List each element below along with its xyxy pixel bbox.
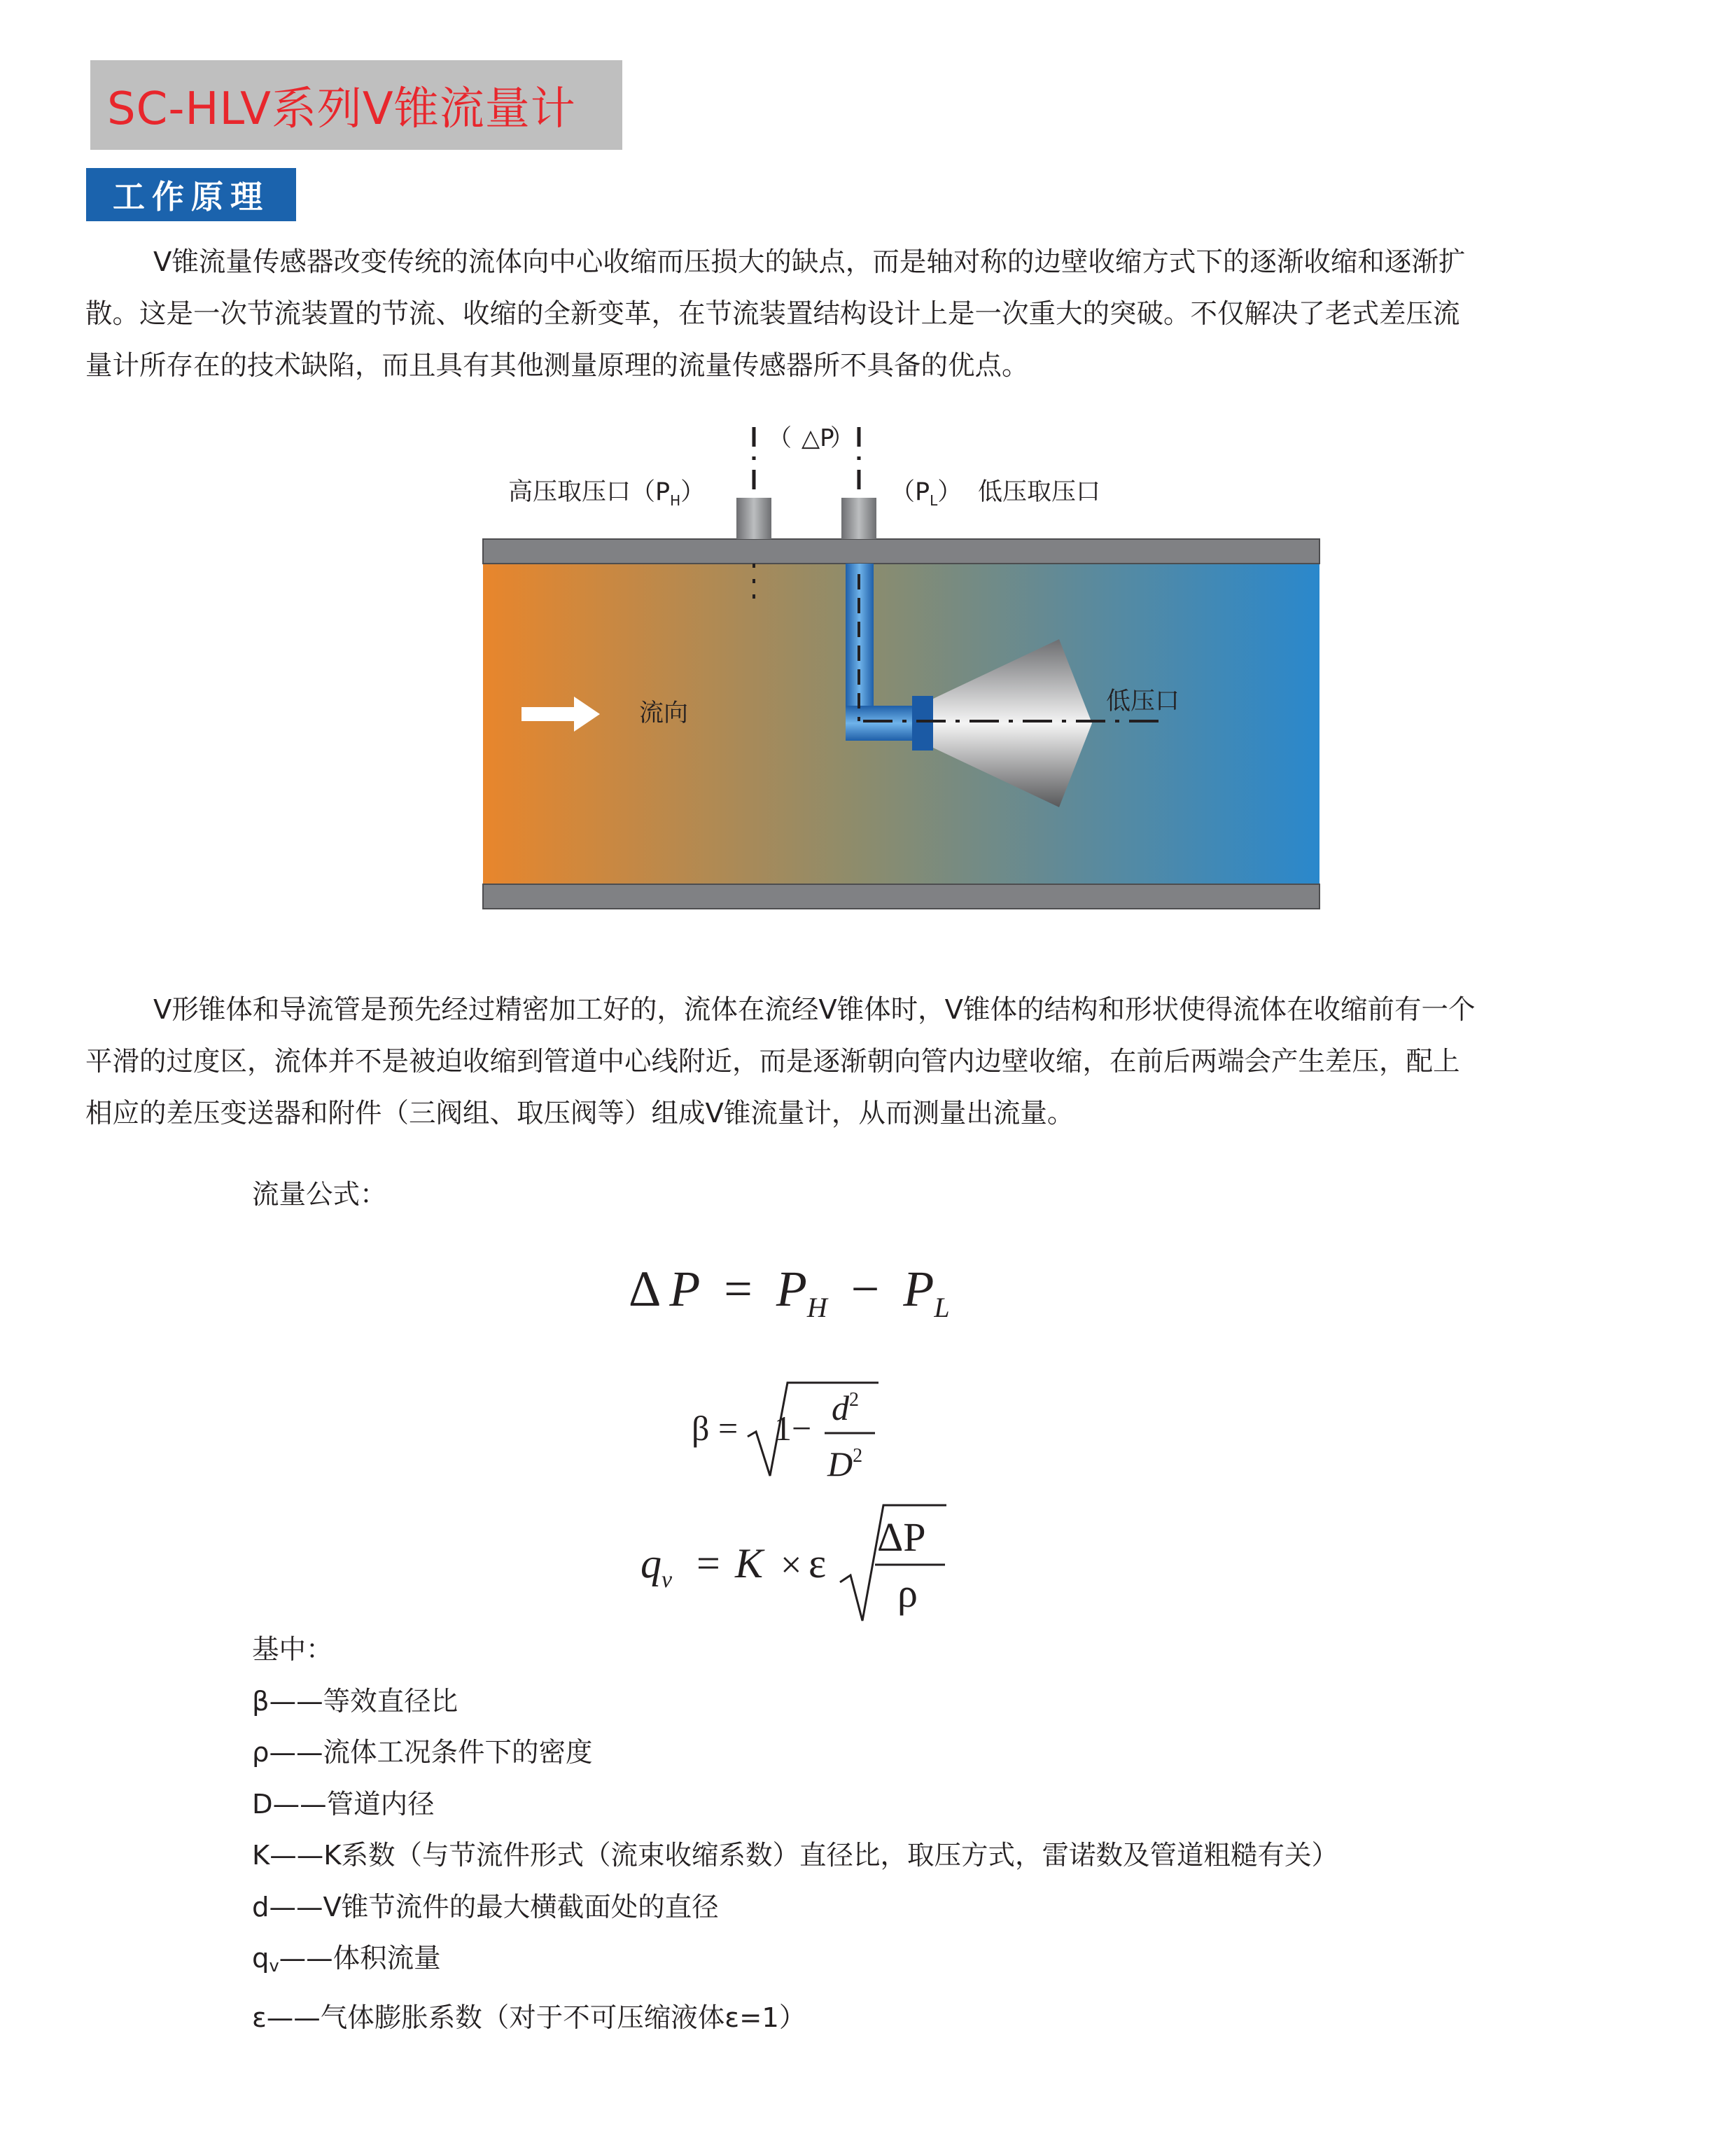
epsilon: ε [808, 1540, 827, 1586]
rho: ρ [897, 1570, 918, 1616]
q-letter: q [640, 1540, 662, 1586]
delta-p: ΔP [877, 1514, 926, 1560]
formula-pl: P [903, 1261, 934, 1317]
def-qv-q: q [252, 1943, 270, 1974]
flow-direction-label: 流向 [639, 699, 689, 727]
flow-q [640, 1540, 673, 1593]
high-port-close: ） [680, 478, 706, 506]
small-d [832, 1388, 859, 1427]
low-pressure-subscript-label [890, 478, 962, 509]
principle-paragraph [85, 984, 1660, 1140]
flow-equals: = [696, 1540, 720, 1586]
low-p-open: （P [890, 478, 930, 506]
formula-flow [640, 1505, 946, 1621]
page-title: SC-HLV系列V锥流量计 [107, 83, 576, 135]
paragraph-line: V形锥体和导流管是预先经过精密加工好的，流体在流经V锥体时，V锥体的结构和形状使得流体在收缩前有一个 [153, 994, 1476, 1026]
paragraph-line: 量计所存在的技术缺陷，而且具有其他测量原理的流量传感器所不具备的优点。 [85, 350, 1029, 382]
low-p-close: ） [937, 478, 962, 506]
small-d-letter: d [832, 1388, 849, 1427]
def-K: K——K系数（与节流件形式（流束收缩系数）直径比，取压方式，雷诺数及管道粗糙有关） [252, 1840, 1338, 1871]
formula-label: 流量公式： [252, 1179, 387, 1210]
equals-sign: = [724, 1261, 752, 1317]
high-port-text: 高压取压口（P [508, 478, 671, 506]
paragraph-line: 相应的差压变送器和附件（三阀组、取压阀等）组成V锥流量计，从而测量出流量。 [85, 1098, 1074, 1129]
defs-heading: 基中： [252, 1634, 333, 1666]
beta-equals: = [718, 1409, 738, 1448]
def-rho: ρ——流体工况条件下的密度 [252, 1737, 593, 1768]
def-qv [252, 1933, 1338, 1992]
section-heading: 工作原理 [86, 168, 296, 221]
big-d [827, 1444, 862, 1484]
d-exponent: 2 [849, 1389, 859, 1411]
high-port-subscript: H [670, 492, 681, 509]
def-epsilon: ε——气体膨胀系数（对于不可压缩液体ε=1） [252, 2002, 806, 2034]
dp-close-paren: ） [830, 424, 854, 452]
cone-support [912, 696, 933, 751]
formula-dp [629, 1261, 950, 1323]
formula-beta [692, 1383, 878, 1484]
D-exponent: 2 [853, 1445, 863, 1467]
delta-symbol: Δ [629, 1261, 662, 1317]
low-p-subscript: L [930, 492, 938, 509]
subscript-h: H [806, 1292, 827, 1323]
high-pressure-tap [736, 498, 771, 539]
paragraph-line: V锥流量传感器改变传统的流体向中心收缩而压损大的缺点，而是轴对称的边壁收缩方式下的逐渐收缩和逐渐扩 [153, 246, 1466, 278]
big-d-letter: D [827, 1444, 853, 1484]
def-beta: β——等效直径比 [252, 1685, 458, 1717]
pipe-top-wall [483, 539, 1320, 564]
formula-p: P [669, 1261, 701, 1317]
one-minus: 1− [774, 1409, 812, 1448]
low-pressure-outlet-label: 低压口 [1106, 687, 1180, 715]
symbol-definitions [252, 1624, 1338, 2044]
beta-symbol: β [692, 1409, 710, 1448]
def-qv-sub: v [269, 1956, 279, 1976]
minus-sign: − [850, 1261, 880, 1317]
def-D: D——管道内径 [252, 1788, 435, 1820]
q-subscript: v [662, 1567, 673, 1593]
times-sign: × [780, 1544, 802, 1586]
low-pressure-tap [841, 498, 876, 539]
dp-open-paren: （ [768, 424, 792, 452]
dp-symbol: △P [802, 424, 834, 452]
def-qv-rest: ——体积流量 [279, 1943, 441, 1974]
subscript-l: L [934, 1292, 950, 1323]
low-pressure-port-label: 低压取压口 [978, 478, 1101, 506]
def-d: d——V锥节流件的最大横截面处的直径 [252, 1891, 719, 1923]
pipe-bottom-wall [483, 884, 1320, 909]
flow-k: K [735, 1540, 764, 1586]
high-pressure-port-label [508, 478, 705, 509]
paragraph-line: 平滑的过度区，流体并不是被迫收缩到管道中心线附近，而是逐渐朝向管内边壁收缩，在前后两端会产生差压，配上 [85, 1046, 1460, 1077]
paragraph-line: 散。这是一次节流装置的节流、收缩的全新变革，在节流装置结构设计上是一次重大的突破。不仅解决了老式差压流 [85, 298, 1460, 330]
formula-ph: P [776, 1261, 807, 1317]
